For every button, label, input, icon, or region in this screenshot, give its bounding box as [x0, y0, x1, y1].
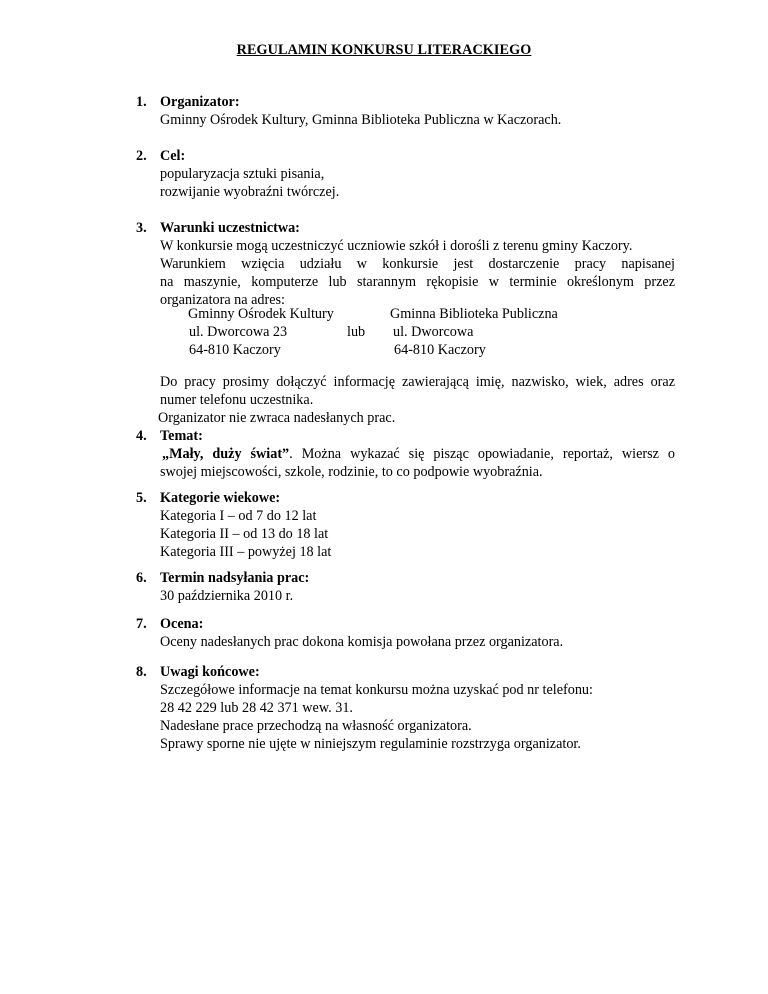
section-text: numer telefonu uczestnika.	[160, 392, 314, 408]
section-text: W konkursie mogą uczestniczyć uczniowie szkół i dorośli z terenu gminy Kaczory.	[160, 238, 633, 254]
section-heading: Warunki uczestnictwa:	[160, 220, 300, 236]
address-line: Gminna Biblioteka Publiczna	[390, 306, 558, 322]
section-text: Oceny nadesłanych prac dokona komisja powołana przez organizatora.	[160, 634, 564, 650]
section-number: 1.	[136, 94, 147, 110]
section-heading: Temat:	[160, 428, 203, 444]
address-line: 64-810 Kaczory	[189, 342, 281, 358]
address-line: ul. Dworcowa 23	[189, 324, 288, 340]
category-item: Kategoria II – od 13 do 18 lat	[160, 526, 329, 542]
section-text: Gminny Ośrodek Kultury, Gminna Biblioteka Publiczna w Kaczorach.	[160, 112, 562, 128]
phone-numbers: 28 42 229 lub 28 42 371 wew. 31.	[160, 700, 353, 716]
section-text: 30 października 2010 r.	[160, 588, 294, 604]
section-text: rozwijanie wyobraźni twórczej.	[160, 184, 340, 200]
section-heading: Cel:	[160, 148, 186, 164]
category-item: Kategoria I – od 7 do 12 lat	[160, 508, 317, 524]
section-text: Do pracy prosimy dołączyć informację zawierającą imię, nazwisko, wiek, adres oraz	[160, 374, 675, 390]
address-line: 64-810 Kaczory	[394, 342, 486, 358]
document-title: REGULAMIN KONKURSU LITERACKIEGO	[236, 42, 532, 58]
or-word: lub	[347, 324, 366, 340]
address-library	[390, 305, 558, 359]
section-heading: Kategorie wiekowe:	[160, 490, 281, 506]
section-text: popularyzacja sztuki pisania,	[160, 166, 325, 182]
section-heading: Termin nadsyłania prac:	[160, 570, 310, 586]
section-text: na maszynie, komputerze lub starannym rękopisie w terminie określonym przez	[160, 274, 675, 290]
section-number: 2.	[136, 148, 147, 164]
section-number: 3.	[136, 220, 147, 236]
section-text: organizatora na adres:	[160, 292, 285, 308]
section-text: Szczegółowe informacje na temat konkursu można uzyskać pod nr telefonu:	[160, 682, 593, 698]
section-number: 4.	[136, 428, 147, 444]
address-culture-center	[188, 305, 334, 359]
theme-text: . Można wykazać się pisząc opowiadanie, reportaż, wiersz o	[289, 446, 676, 462]
category-item: Kategoria III – powyżej 18 lat	[160, 544, 332, 560]
address-line: ul. Dworcowa	[393, 324, 474, 340]
section-heading: Organizator:	[160, 94, 240, 110]
section-heading: Uwagi końcowe:	[160, 664, 260, 680]
address-line: Gminny Ośrodek Kultury	[188, 306, 334, 322]
section-number: 6.	[136, 570, 147, 586]
section-number: 7.	[136, 616, 147, 632]
section-text: Nadesłane prace przechodzą na własność organizatora.	[160, 718, 472, 734]
section-text: swojej miejscowości, szkole, rodzinie, to co podpowie wyobraźnia.	[160, 464, 543, 480]
section-number: 5.	[136, 490, 147, 506]
attachment-info	[160, 373, 675, 409]
theme-title: „Mały, duży świat”	[162, 446, 290, 462]
theme-line	[160, 445, 675, 463]
section-text: Warunkiem wzięcia udziału w konkursie jest dostarczenie pracy napisanej	[160, 256, 675, 272]
section-number: 8.	[136, 664, 147, 680]
section-text: Sprawy sporne nie ujęte w niniejszym regulaminie rozstrzyga organizator.	[160, 736, 581, 752]
section-heading: Ocena:	[160, 616, 204, 632]
no-return-note: Organizator nie zwraca nadesłanych prac.	[158, 410, 396, 426]
